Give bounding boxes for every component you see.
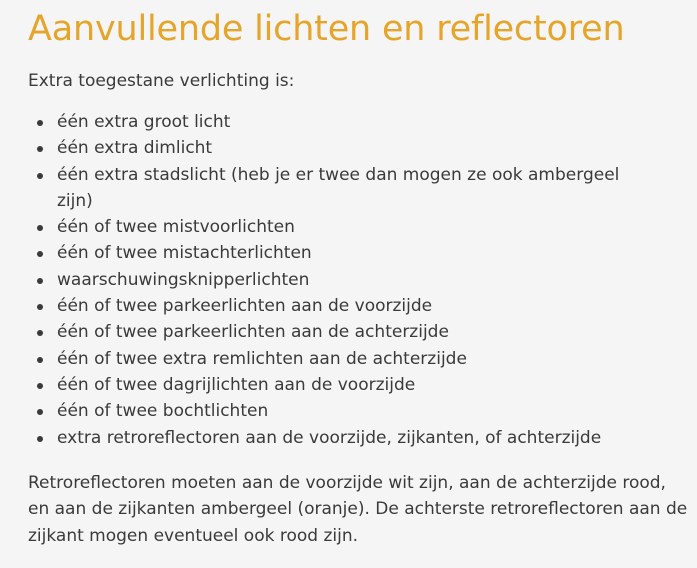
- list-item: [28, 214, 657, 240]
- list-item: [28, 319, 657, 345]
- bullet-icon: [37, 383, 43, 389]
- lighting-list: [28, 109, 688, 451]
- list-item-text: één of twee dagrijlichten aan de voorzijde: [57, 374, 416, 395]
- page-title: Aanvullende lichten en reflectoren: [28, 9, 625, 49]
- list-item-text: extra retroreflectoren aan de voorzijde, zijkanten, of achterzijde: [57, 427, 602, 448]
- list-item: [28, 162, 657, 215]
- list-item-text: één extra stadslicht (heb je er twee dan mogen ze ook ambergeel zijn): [57, 164, 620, 211]
- intro-text: Extra toegestane verlichting is:: [28, 71, 295, 91]
- bullet-icon: [37, 225, 43, 231]
- bullet-icon: [37, 146, 43, 152]
- bullet-icon: [37, 304, 43, 310]
- list-item: [28, 135, 657, 161]
- list-item-text: één of twee parkeerlichten aan de achterzijde: [57, 322, 449, 343]
- list-item-text: één of twee mistvoorlichten: [57, 217, 295, 238]
- list-item: [28, 398, 657, 424]
- bullet-icon: [37, 120, 43, 126]
- bullet-icon: [37, 173, 43, 179]
- bullet-icon: [37, 330, 43, 336]
- list-item: [28, 425, 657, 451]
- list-item: [28, 346, 657, 372]
- list-item: [28, 267, 657, 293]
- list-item: [28, 293, 657, 319]
- article-content: [28, 0, 688, 549]
- bullet-icon: [37, 409, 43, 415]
- list-item: [28, 240, 657, 266]
- list-item-text: één of twee extra remlichten aan de achterzijde: [57, 348, 467, 369]
- bullet-icon: [37, 436, 43, 442]
- list-item-text: één of twee mistachterlichten: [57, 243, 312, 264]
- list-item: [28, 372, 657, 398]
- list-item-text: één extra dimlicht: [57, 138, 213, 159]
- bullet-icon: [37, 357, 43, 363]
- outro-text: Retroreflectoren moeten aan de voorzijde wit zijn, aan de achterzijde rood, en aan de zijkanten ambergeel (oranje). De achterste retroreflectoren aan de zijkant mogen eventueel ook rood zijn.: [28, 472, 688, 546]
- bullet-icon: [37, 278, 43, 284]
- list-item: [28, 109, 657, 135]
- list-item-text: één of twee parkeerlichten aan de voorzijde: [57, 296, 433, 317]
- list-item-text: waarschuwingsknipperlichten: [57, 269, 310, 290]
- bullet-icon: [37, 251, 43, 257]
- list-item-text: één extra groot licht: [57, 112, 231, 132]
- list-item-text: één of twee bochtlichten: [57, 401, 269, 422]
